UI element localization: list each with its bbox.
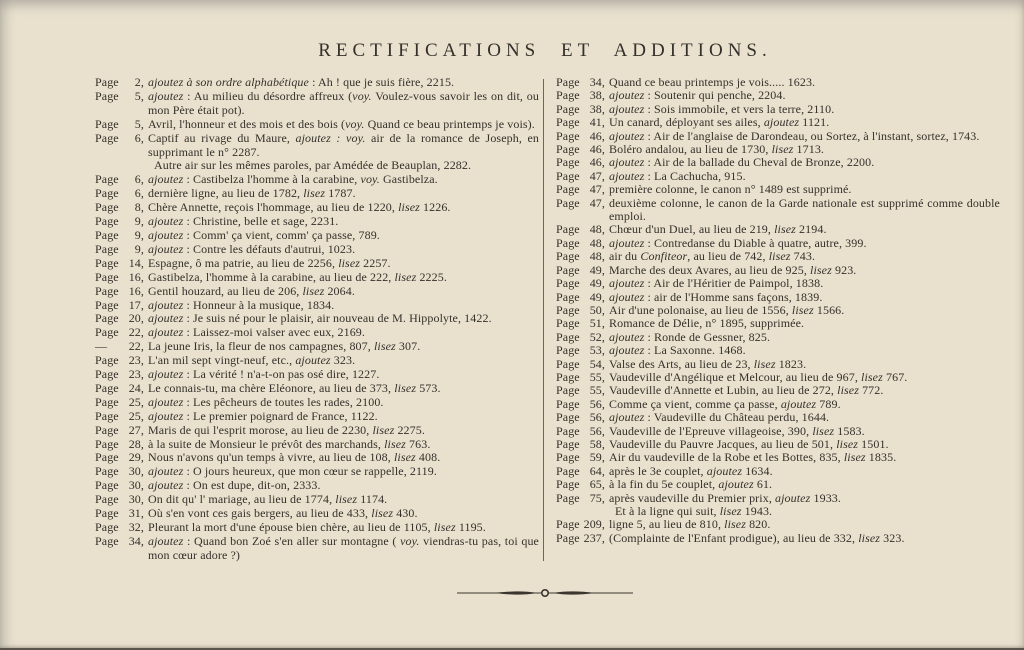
entry-page-label: Page 49, [556, 289, 605, 304]
entry-page-label: Page 237, [556, 530, 605, 545]
left-column [95, 76, 539, 563]
entry-text: Quand ce beau printemps je vois..... 1623. [609, 75, 816, 89]
entry-page-label: Page 54, [556, 356, 605, 371]
entry-text: ajoutez : Honneur à la musique, 1834. [148, 297, 335, 312]
entry-page-label: Page 49, [556, 262, 605, 277]
correction-entry [556, 143, 1000, 156]
correction-entry [95, 521, 539, 535]
entry-text: ajoutez : Quand bon Zoé s'en aller sur montagne ( voy. viendras-tu pas, toi que mon cœur adore ?) [148, 533, 539, 562]
entry-page-label: Page 46, [556, 142, 605, 157]
correction-entry [95, 257, 539, 271]
entry-text: Marche des deux Avares, au lieu de 925, lisez 923. [609, 262, 857, 277]
entry-page-label: Page 75, [556, 490, 605, 505]
entry-text: ajoutez : Contre les défauts d'autrui, 1023. [148, 241, 356, 256]
entry-text: ajoutez : Air de l'Héritier de Paimpol, 1838. [609, 276, 824, 291]
entry-text: Romance de Délie, n° 1895, supprimée. [609, 316, 805, 331]
correction-entry [556, 371, 1000, 384]
correction-entry [95, 215, 539, 229]
correction-entry [95, 229, 539, 243]
correction-entry [556, 237, 1000, 250]
correction-entry [556, 358, 1000, 371]
correction-entry [556, 103, 1000, 116]
entry-text: ajoutez : Ronde de Gessner, 825. [609, 329, 771, 344]
entry-text: ajoutez : La vérité ! n'a-t-on pas osé dire, 1227. [148, 367, 380, 382]
entry-text: ajoutez : Au milieu du désordre affreux (voy. Voulez-vous savoir les on dit, ou mon Père était pot). [148, 88, 540, 117]
entry-text: ajoutez : O jours heureux, que mon cœur se rappelle, 2119. [148, 464, 437, 479]
entry-page-label: Page 5, [95, 116, 144, 131]
correction-subline [556, 505, 1000, 518]
entry-page-label: Page 6, [95, 186, 144, 201]
correction-entry [95, 285, 539, 299]
correction-entry [556, 304, 1000, 317]
entry-page-label: Page 9, [95, 241, 144, 256]
entry-text: ajoutez : Le premier poignard de France, 1122. [148, 408, 378, 423]
end-rule-ornament-icon [457, 586, 633, 600]
correction-entry [95, 173, 539, 187]
entry-page-label: Page 49, [556, 276, 605, 291]
entry-page-label: Page 46, [556, 128, 605, 143]
entry-text: à la fin du 5e couplet, ajoutez 61. [609, 477, 773, 492]
entry-text: après le 3e couplet, ajoutez 1634. [609, 463, 773, 478]
entry-page-label: Page 53, [556, 343, 605, 358]
entry-text: ligne 5, au lieu de 810, lisez 820. [609, 517, 771, 532]
entry-page-label: Page 8, [95, 200, 144, 215]
entry-page-label: Page 28, [95, 436, 144, 451]
entry-text: ajoutez : Air de l'anglaise de Darondeau, ou Sortez, à l'instant, sortez, 1743. [609, 128, 980, 143]
entry-page-label: Page 64, [556, 463, 605, 478]
entry-page-label: Page 5, [95, 88, 144, 103]
correction-entry [556, 116, 1000, 129]
correction-entry [95, 354, 539, 368]
correction-entry [95, 451, 539, 465]
entry-page-label: Page 24, [95, 380, 144, 395]
entry-page-label: — 22, [95, 339, 144, 354]
correction-entry [556, 438, 1000, 451]
entry-text: dernière ligne, au lieu de 1782, lisez 1787. [148, 186, 356, 201]
entry-text: Nous n'avons qu'un temps à vivre, au lieu de 108, lisez 408. [148, 450, 441, 465]
entry-page-label: Page 55, [556, 369, 605, 384]
correction-entry [95, 368, 539, 382]
entry-text: ajoutez : On est dupe, dit-on, 2333. [148, 478, 321, 493]
entry-page-label: Page 55, [556, 383, 605, 398]
entry-page-label: Page 58, [556, 436, 605, 451]
entry-page-label: Page 48, [556, 249, 605, 264]
correction-entry [556, 331, 1000, 344]
correction-entry [556, 532, 1000, 545]
entry-text: après vaudeville du Premier prix, ajoutez 1933. [609, 490, 841, 505]
column-divider-rule [543, 79, 544, 561]
entry-text: ajoutez : Les pêcheurs de toutes les rades, 2100. [148, 394, 384, 409]
entry-page-label: Page 56, [556, 423, 605, 438]
correction-entry [556, 317, 1000, 330]
correction-entry [95, 465, 539, 479]
correction-entry [95, 299, 539, 313]
entry-page-label: Page 29, [95, 450, 144, 465]
entry-page-label: Page 2, [95, 75, 144, 89]
entry-text: Gentil houzard, au lieu de 206, lisez 2064. [148, 283, 355, 298]
entry-page-label: Page 27, [95, 422, 144, 437]
entry-page-label: Page 23, [95, 353, 144, 368]
entry-page-label: Page 47, [556, 168, 605, 183]
correction-entry [556, 478, 1000, 491]
entry-text: Boléro andalou, au lieu de 1730, lisez 1713. [609, 142, 825, 157]
entry-text: Un canard, déployant ses ailes, ajoutez 1121. [609, 115, 830, 130]
correction-entry [556, 384, 1000, 397]
entry-page-label: Page 30, [95, 492, 144, 507]
entry-text: Et à la ligne qui suit, lisez 1943. [615, 504, 773, 518]
entry-page-label: Page 23, [95, 367, 144, 382]
correction-entry [556, 250, 1000, 263]
entry-page-label: Page 32, [95, 520, 144, 534]
entry-text: ajoutez : Comm' ça vient, comm' ça passe, 789. [148, 227, 380, 242]
entry-text: ajoutez : Air de la ballade du Cheval de Bronze, 2200. [609, 155, 875, 170]
entry-text: Air d'une polonaise, au lieu de 1556, lisez 1566. [609, 302, 845, 317]
correction-entry [95, 201, 539, 215]
entry-text: Chère Annette, reçois l'hommage, au lieu de 1220, lisez 1226. [148, 200, 451, 215]
entry-text: Espagne, ô ma patrie, au lieu de 2256, lisez 2257. [148, 255, 391, 270]
entry-page-label: Page 16, [95, 269, 144, 284]
entry-text: ajoutez : Soutenir qui penche, 2204. [609, 88, 786, 103]
entry-text: première colonne, le canon n° 1489 est supprimé. [609, 182, 852, 197]
entry-page-label: Page 47, [556, 195, 605, 210]
correction-entry [95, 410, 539, 424]
entry-page-label: Page 22, [95, 325, 144, 340]
correction-entry [556, 425, 1000, 438]
entry-page-label: Page 9, [95, 214, 144, 229]
correction-entry [95, 312, 539, 326]
entry-text: Où s'en vont ces gais bergers, au lieu de 433, lisez 430. [148, 506, 418, 521]
entry-text: (Complainte de l'Enfant prodigue), au lieu de 332, lisez 323. [609, 530, 905, 545]
entry-page-label: Page 209, [556, 517, 605, 532]
correction-entry [556, 451, 1000, 464]
correction-entry [95, 132, 539, 160]
correction-entry [95, 396, 539, 410]
entry-text: Maris de qui l'esprit morose, au lieu de 2230, lisez 2275. [148, 422, 425, 437]
entry-page-label: Page 34, [556, 75, 605, 89]
entry-page-label: Page 65, [556, 477, 605, 492]
entry-page-label: Page 48, [556, 222, 605, 237]
entry-text: ajoutez : Je suis né pour le plaisir, air nouveau de M. Hippolyte, 1422. [148, 311, 492, 326]
entry-text: Captif au rivage du Maure, ajoutez : voy. air de la romance de Joseph, en supprimant le n° 2287. [148, 130, 539, 159]
correction-entry [95, 326, 539, 340]
entry-page-label: Page 16, [95, 283, 144, 298]
entry-text: ajoutez : Laissez-moi valser avec eux, 2169. [148, 325, 366, 340]
entry-page-label: Page 9, [95, 227, 144, 242]
entry-page-label: Page 56, [556, 410, 605, 425]
entry-text: Le connais-tu, ma chère Eléonore, au lieu de 373, lisez 573. [148, 380, 441, 395]
correction-entry [95, 187, 539, 201]
correction-entry [556, 170, 1000, 183]
entry-page-label: Page 47, [556, 182, 605, 197]
correction-entry [95, 493, 539, 507]
entry-page-label: Page 17, [95, 297, 144, 312]
entry-text: L'an mil sept vingt-neuf, etc., ajoutez 323. [148, 353, 356, 368]
correction-entry [95, 424, 539, 438]
entry-text: ajoutez à son ordre alphabétique : Ah ! que je suis fière, 2215. [148, 75, 455, 89]
correction-entry [556, 264, 1000, 277]
entry-page-label: Page 14, [95, 255, 144, 270]
entry-page-label: Page 25, [95, 408, 144, 423]
correction-entry [556, 518, 1000, 531]
correction-entry [95, 271, 539, 285]
entry-text: ajoutez : Vaudeville du Château perdu, 1644. [609, 410, 830, 425]
entry-page-label: Page 50, [556, 302, 605, 317]
entry-text: Vaudeville de l'Epreuve villageoise, 390, lisez 1583. [609, 423, 865, 438]
correction-entry [95, 340, 539, 354]
correction-entry [556, 197, 1000, 224]
correction-entry [556, 492, 1000, 505]
correction-entry [556, 130, 1000, 143]
entry-text: Comme ça vient, comme ça passe, ajoutez 789. [609, 396, 841, 411]
entry-page-label: Page 38, [556, 101, 605, 116]
entry-text: Gastibelza, l'homme à la carabine, au lieu de 222, lisez 2225. [148, 269, 447, 284]
entry-text: On dit qu' l' mariage, au lieu de 1774, lisez 1174. [148, 492, 388, 507]
correction-entry [556, 223, 1000, 236]
entry-text: Valse des Arts, au lieu de 23, lisez 1823. [609, 356, 807, 371]
correction-entry [95, 243, 539, 257]
correction-entry [556, 344, 1000, 357]
entry-text: ajoutez : La Saxonne. 1468. [609, 343, 746, 358]
entry-text: Air du vaudeville de la Robe et les Bottes, 835, lisez 1835. [609, 450, 897, 465]
entry-page-label: Page 59, [556, 450, 605, 465]
entry-page-label: Page 30, [95, 464, 144, 479]
entry-page-label: Page 30, [95, 478, 144, 493]
entry-text: La jeune Iris, la fleur de nos campagnes, 807, lisez 307. [148, 339, 421, 354]
entry-text: Avril, l'honneur et des mois et des bois (voy. Quand ce beau printemps je vois). [148, 116, 535, 131]
correction-entry [556, 183, 1000, 196]
entry-text: Chœur d'un Duel, au lieu de 219, lisez 2194. [609, 222, 827, 237]
page-title: RECTIFICATIONS ET ADDITIONS. [318, 40, 772, 61]
entry-page-label: Page 56, [556, 396, 605, 411]
correction-entry [556, 291, 1000, 304]
entry-text: deuxième colonne, le canon de la Garde nationale est supprimé comme double emploi. [609, 195, 1000, 224]
correction-entry [556, 76, 1000, 89]
correction-entry [95, 535, 539, 563]
entry-text: Vaudeville du Pauvre Jacques, au lieu de 501, lisez 1501. [609, 436, 889, 451]
entry-page-label: Page 31, [95, 506, 144, 521]
correction-entry [95, 438, 539, 452]
entry-page-label: Page 6, [95, 130, 144, 145]
entry-page-label: Page 41, [556, 115, 605, 130]
entry-page-label: Page 48, [556, 235, 605, 250]
entry-text: ajoutez : Contredanse du Diable à quatre, autre, 399. [609, 235, 867, 250]
correction-entry [556, 411, 1000, 424]
correction-entry [556, 398, 1000, 411]
correction-entry [95, 118, 539, 132]
entry-page-label: Page 46, [556, 155, 605, 170]
correction-entry [95, 76, 539, 90]
entry-text: Vaudeville d'Angélique et Melcour, au lieu de 967, lisez 767. [609, 369, 908, 384]
entry-text: Autre air sur les mêmes paroles, par Amédée de Beauplan, 2282. [154, 158, 472, 173]
entry-page-label: Page 52, [556, 329, 605, 344]
entry-text: Pleurant la mort d'une épouse bien chère, au lieu de 1105, lisez 1195. [148, 520, 486, 534]
entry-text: à la suite de Monsieur le prévôt des marchands, lisez 763. [148, 436, 431, 451]
entry-page-label: Page 34, [95, 533, 144, 548]
entry-page-label: Page 6, [95, 172, 144, 187]
correction-entry [95, 382, 539, 396]
entry-text: ajoutez : Christine, belle et sage, 2231. [148, 214, 339, 229]
entry-text: ajoutez : Sois immobile, et vers la terre, 2110. [609, 101, 835, 116]
entry-page-label: Page 38, [556, 88, 605, 103]
correction-subline [95, 159, 539, 173]
entry-text: ajoutez : air de l'Homme sans façons, 1839. [609, 289, 823, 304]
correction-entry [556, 156, 1000, 169]
correction-entry [95, 507, 539, 521]
entry-page-label: Page 51, [556, 316, 605, 331]
correction-entry [95, 90, 539, 118]
correction-entry [556, 89, 1000, 102]
entry-page-label: Page 25, [95, 394, 144, 409]
correction-entry [556, 277, 1000, 290]
correction-entry [556, 465, 1000, 478]
entry-text: Vaudeville d'Annette et Lubin, au lieu de 272, lisez 772. [609, 383, 884, 398]
correction-entry [95, 479, 539, 493]
right-column [556, 76, 1000, 545]
entry-text: air du Confiteor, au lieu de 742, lisez 743. [609, 249, 816, 264]
entry-page-label: Page 20, [95, 311, 144, 326]
entry-text: ajoutez : Castibelza l'homme à la carabine, voy. Gastibelza. [148, 172, 438, 187]
entry-text: ajoutez : La Cachucha, 915. [609, 168, 746, 183]
